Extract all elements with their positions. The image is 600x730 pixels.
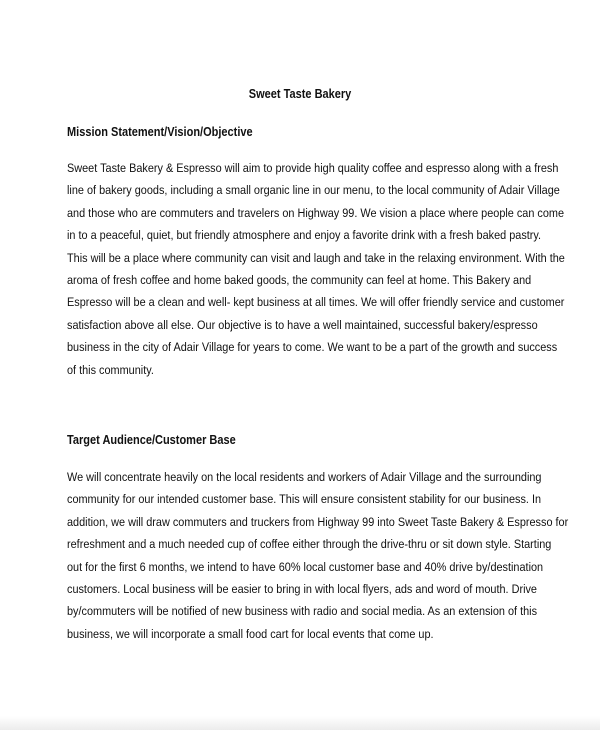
mission-line-1: Sweet Taste Bakery & Espresso will aim to provide high quality coffee and espresso along with a fresh [67,161,559,175]
mission-heading: Mission Statement/Vision/Objective [67,125,253,139]
mission-line-8: satisfaction above all else. Our objective is to have a well maintained, successful bakery/espresso [67,317,538,332]
audience-line-6: customers. Local business will be easier to bring in with local flyers, ads and word of mouth. Drive [67,581,537,596]
audience-line-4: refreshment and a much needed cup of coffee either through the drive-thru or sit down style. Starting [67,537,552,552]
mission-line-9: business in the city of Adair Village for years to come. We want to be a part of the growth and success [67,340,558,355]
page-bottom-edge [0,716,600,730]
mission-line-6: aroma of fresh coffee and home baked goods, the community can feel at home. This Bakery and [67,272,532,287]
mission-line-3: and those who are commuters and travelers on Highway 99. We vision a place where people can come [67,205,565,220]
audience-line-8: business, we will incorporate a small food cart for local events that come up. [67,626,434,641]
mission-line-10: of this community. [67,362,154,377]
audience-line-7: by/commuters will be notified of new business with radio and social media. As an extension of this [67,604,538,619]
target-audience-paragraph [67,466,569,645]
mission-line-2: line of bakery goods, including a small organic line in our menu, to the local community of Adair Village [67,183,560,198]
audience-line-2: community for our intended customer base. This will ensure consistent stability for our business. In [67,492,542,507]
audience-line-1: We will concentrate heavily on the local residents and workers of Adair Village and the surrounding [67,470,542,484]
document-title: Sweet Taste Bakery [248,87,352,101]
mission-line-4: in to a peaceful, quiet, but friendly atmosphere and enjoy a favorite drink with a fresh baked pastry. [67,228,542,243]
audience-line-3: addition, we will draw commuters and truckers from Highway 99 into Sweet Taste Bakery & Espresso for [67,514,569,529]
mission-line-7: Espresso will be a clean and well- kept business at all times. We will offer friendly service and customer [67,295,565,310]
audience-line-5: out for the first 6 months, we intend to have 60% local customer base and 40% drive by/destination [67,559,544,574]
mission-line-5: This will be a place where community can visit and laugh and take in the relaxing environment. With the [67,250,565,265]
target-audience-heading: Target Audience/Customer Base [67,433,236,447]
mission-paragraph [67,157,565,381]
